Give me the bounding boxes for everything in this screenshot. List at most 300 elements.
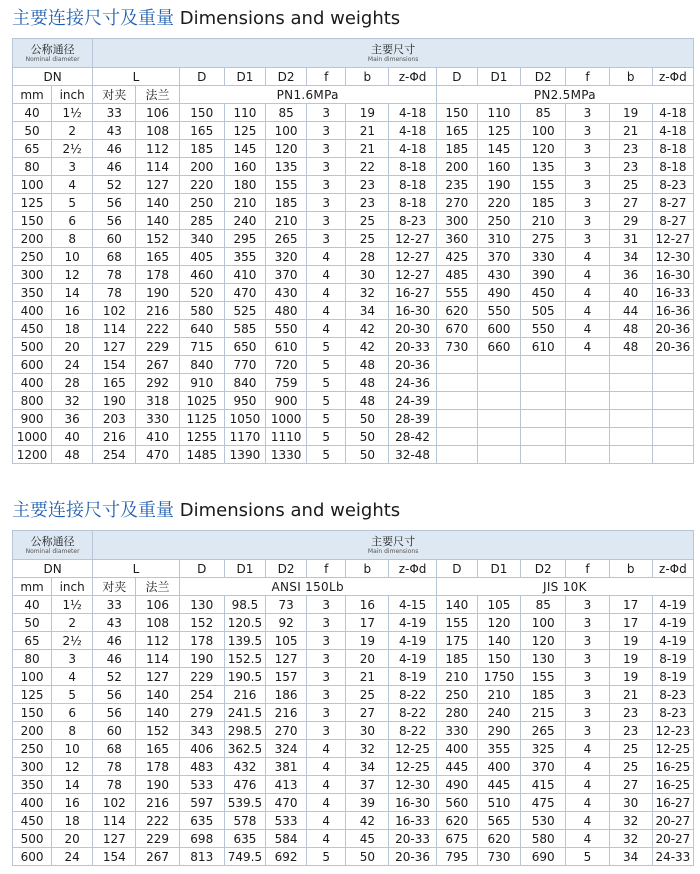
table-cell: 450 xyxy=(521,284,566,302)
table-cell: 20-36 xyxy=(652,320,693,338)
table-cell: 216 xyxy=(136,302,179,320)
table-row xyxy=(13,140,694,158)
table-cell: 120 xyxy=(266,140,307,158)
table-cell: 3 xyxy=(307,650,346,668)
table-row xyxy=(13,338,694,356)
table-cell: 4 xyxy=(307,740,346,758)
table-cell: 270 xyxy=(266,722,307,740)
table-cell: 210 xyxy=(266,212,307,230)
table-cell: 16 xyxy=(52,794,93,812)
table-cell: 200 xyxy=(436,158,477,176)
table-cell: 33 xyxy=(93,104,136,122)
table-cell xyxy=(652,356,693,374)
table-cell: 46 xyxy=(93,140,136,158)
table-row xyxy=(13,848,694,866)
col-header: D xyxy=(179,560,224,578)
table-cell: 27 xyxy=(609,194,652,212)
table-cell: 23 xyxy=(609,158,652,176)
table-cell xyxy=(566,446,609,464)
table-cell: 267 xyxy=(136,848,179,866)
table-cell: 1000 xyxy=(13,428,52,446)
table-cell: 60 xyxy=(93,230,136,248)
table-cell: 28-39 xyxy=(389,410,436,428)
table-cell: 445 xyxy=(477,776,520,794)
table-cell: 254 xyxy=(93,446,136,464)
table-cell: 78 xyxy=(93,758,136,776)
flange-header: 法兰 xyxy=(136,578,179,596)
table-cell xyxy=(566,392,609,410)
table-cell: 730 xyxy=(436,338,477,356)
table-cell: 100 xyxy=(13,176,52,194)
table-cell: 14 xyxy=(52,284,93,302)
table-cell: 106 xyxy=(136,104,179,122)
col-header: z-Φd xyxy=(652,68,693,86)
table-cell: 216 xyxy=(224,686,265,704)
table-cell: 139.5 xyxy=(224,632,265,650)
table-cell: 20-33 xyxy=(389,338,436,356)
table-cell: 800 xyxy=(13,392,52,410)
col-header: b xyxy=(609,68,652,86)
table-cell: 130 xyxy=(521,650,566,668)
table-body xyxy=(13,596,694,866)
table-cell: 325 xyxy=(521,740,566,758)
table-cell: 6 xyxy=(52,704,93,722)
table-cell: 3 xyxy=(307,176,346,194)
table-row xyxy=(13,596,694,614)
table-cell: 8-23 xyxy=(652,176,693,194)
table-cell: 4-18 xyxy=(389,122,436,140)
table-cell: 20-27 xyxy=(652,830,693,848)
table-cell: 44 xyxy=(609,302,652,320)
table-row xyxy=(13,284,694,302)
table-cell: 175 xyxy=(436,632,477,650)
table-cell: 110 xyxy=(477,104,520,122)
wafer-header: 对夹 xyxy=(93,578,136,596)
table-cell xyxy=(477,374,520,392)
table-cell: 620 xyxy=(436,302,477,320)
table-cell: 4-19 xyxy=(389,632,436,650)
table-cell: 102 xyxy=(93,302,136,320)
table-cell: 190 xyxy=(179,650,224,668)
table-cell: 3 xyxy=(307,596,346,614)
table-cell: 220 xyxy=(477,194,520,212)
table-cell: 130 xyxy=(179,596,224,614)
table-row xyxy=(13,776,694,794)
table-cell: 425 xyxy=(436,248,477,266)
table-row xyxy=(13,320,694,338)
table-cell: 340 xyxy=(179,230,224,248)
table-cell: 220 xyxy=(179,176,224,194)
table-cell: 24-33 xyxy=(652,848,693,866)
table-cell: 1125 xyxy=(179,410,224,428)
table-cell: 12 xyxy=(52,266,93,284)
table-cell: 21 xyxy=(346,668,389,686)
table-cell: 120 xyxy=(477,614,520,632)
table-cell: 28-42 xyxy=(389,428,436,446)
table-cell: 5 xyxy=(307,848,346,866)
table-cell: 635 xyxy=(224,830,265,848)
table-cell: 330 xyxy=(136,410,179,428)
table-cell: 24-39 xyxy=(389,392,436,410)
table-cell xyxy=(609,356,652,374)
table-row xyxy=(13,122,694,140)
table-cell: 46 xyxy=(93,158,136,176)
table-cell: 597 xyxy=(179,794,224,812)
table-cell: 32 xyxy=(346,284,389,302)
table-cell: 490 xyxy=(477,284,520,302)
table-row xyxy=(13,830,694,848)
table-cell: 635 xyxy=(179,812,224,830)
table-cell: 4 xyxy=(566,248,609,266)
table-cell: 3 xyxy=(52,158,93,176)
table-cell: 4 xyxy=(307,320,346,338)
table-cell: 413 xyxy=(266,776,307,794)
table-cell: 3 xyxy=(566,122,609,140)
table-cell: 92 xyxy=(266,614,307,632)
table-cell: 40 xyxy=(52,428,93,446)
table-cell: 4-19 xyxy=(652,596,693,614)
col-header: D2 xyxy=(266,68,307,86)
table-cell: 360 xyxy=(436,230,477,248)
table-cell: 180 xyxy=(224,176,265,194)
table-cell: 292 xyxy=(136,374,179,392)
table-cell: 415 xyxy=(521,776,566,794)
table-cell: 34 xyxy=(346,302,389,320)
table-cell: 330 xyxy=(521,248,566,266)
table-cell: 68 xyxy=(93,740,136,758)
table-cell: 105 xyxy=(477,596,520,614)
table-cell: 4 xyxy=(566,284,609,302)
table-cell xyxy=(521,374,566,392)
table-cell: 2½ xyxy=(52,140,93,158)
table-cell: 40 xyxy=(609,284,652,302)
table-cell: 120.5 xyxy=(224,614,265,632)
table-cell: 270 xyxy=(436,194,477,212)
table-cell: 3 xyxy=(307,212,346,230)
table-cell: 120 xyxy=(521,632,566,650)
table-body xyxy=(13,104,694,464)
table-cell: 3 xyxy=(566,632,609,650)
table-cell: 27 xyxy=(346,704,389,722)
table-row xyxy=(13,704,694,722)
table-cell: 1025 xyxy=(179,392,224,410)
table-cell: 1750 xyxy=(477,668,520,686)
table-cell: 12-27 xyxy=(389,230,436,248)
table-cell: 250 xyxy=(179,194,224,212)
table-cell: 4 xyxy=(307,302,346,320)
table-cell: 36 xyxy=(609,266,652,284)
table-cell: 280 xyxy=(436,704,477,722)
table-cell: 3 xyxy=(566,104,609,122)
table-cell xyxy=(477,446,520,464)
table-cell: 8-18 xyxy=(389,158,436,176)
table-cell: 23 xyxy=(609,722,652,740)
table-cell: 370 xyxy=(266,266,307,284)
table-cell: 32 xyxy=(52,392,93,410)
table-cell: 150 xyxy=(179,104,224,122)
table-cell: 108 xyxy=(136,614,179,632)
table-cell: 85 xyxy=(521,596,566,614)
table-cell: 241.5 xyxy=(224,704,265,722)
table-cell: 150 xyxy=(436,104,477,122)
table-cell: 45 xyxy=(346,830,389,848)
table-cell: 48 xyxy=(609,320,652,338)
dimensions-table xyxy=(12,38,694,464)
table-cell: 813 xyxy=(179,848,224,866)
table-cell: 16-30 xyxy=(652,266,693,284)
table-cell: 240 xyxy=(477,704,520,722)
table-cell: 1½ xyxy=(52,596,93,614)
table-cell: 350 xyxy=(13,776,52,794)
table-cell: 178 xyxy=(136,266,179,284)
table-cell: 470 xyxy=(136,446,179,464)
table-cell: 355 xyxy=(477,740,520,758)
table-cell: 254 xyxy=(179,686,224,704)
table-cell: 150 xyxy=(477,650,520,668)
table-cell: 5 xyxy=(307,338,346,356)
table-cell: 6 xyxy=(52,212,93,230)
table-cell: 8-19 xyxy=(389,668,436,686)
table-cell: 670 xyxy=(436,320,477,338)
table-cell: 114 xyxy=(136,650,179,668)
table-cell: 4 xyxy=(307,830,346,848)
table-cell: 510 xyxy=(477,794,520,812)
table-cell: 8 xyxy=(52,230,93,248)
table-cell: 16-30 xyxy=(389,794,436,812)
table-cell: 140 xyxy=(136,704,179,722)
table-cell: 405 xyxy=(179,248,224,266)
table-cell xyxy=(652,392,693,410)
table-cell: 8-22 xyxy=(389,686,436,704)
table-cell: 48 xyxy=(346,392,389,410)
table-cell: 450 xyxy=(13,320,52,338)
table-cell: 229 xyxy=(179,668,224,686)
table-cell: 120 xyxy=(521,140,566,158)
col-header: b xyxy=(609,560,652,578)
table-cell xyxy=(566,356,609,374)
table-cell: 34 xyxy=(346,758,389,776)
table-cell: 275 xyxy=(521,230,566,248)
table-cell xyxy=(477,356,520,374)
table-cell: 610 xyxy=(521,338,566,356)
table-cell: 3 xyxy=(566,686,609,704)
table-cell: 140 xyxy=(436,596,477,614)
table-cell: 620 xyxy=(477,830,520,848)
table-cell: 20-36 xyxy=(652,338,693,356)
table-cell: 18 xyxy=(52,320,93,338)
table-cell xyxy=(609,446,652,464)
table-cell: 200 xyxy=(13,230,52,248)
table-cell: 14 xyxy=(52,776,93,794)
table-cell: 370 xyxy=(477,248,520,266)
table-cell: 19 xyxy=(609,668,652,686)
table-cell: 4 xyxy=(52,176,93,194)
table-cell: 78 xyxy=(93,776,136,794)
mm-header: mm xyxy=(13,86,52,104)
table-cell xyxy=(652,446,693,464)
title-cn: 主要连接尺寸及重量 xyxy=(12,500,174,521)
title-en: Dimensions and weights xyxy=(179,8,401,29)
table-cell: 56 xyxy=(93,194,136,212)
table-cell: 127 xyxy=(266,650,307,668)
table-cell: 5 xyxy=(52,686,93,704)
table-cell: 135 xyxy=(266,158,307,176)
table-cell: 68 xyxy=(93,248,136,266)
table-cell: 3 xyxy=(566,194,609,212)
table-cell: 235 xyxy=(436,176,477,194)
table-cell: 17 xyxy=(346,614,389,632)
table-cell: 460 xyxy=(179,266,224,284)
col-header: f xyxy=(307,68,346,86)
table-cell: 16-36 xyxy=(652,302,693,320)
table-cell: 8-19 xyxy=(652,668,693,686)
table-cell: 112 xyxy=(136,140,179,158)
l-header: L xyxy=(93,68,179,86)
standard-left-header: ANSI 150Lb xyxy=(179,578,436,596)
table-cell: 216 xyxy=(136,794,179,812)
table-cell: 27 xyxy=(609,776,652,794)
table-cell: 318 xyxy=(136,392,179,410)
table-cell: 1330 xyxy=(266,446,307,464)
table-cell: 1050 xyxy=(224,410,265,428)
table-cell: 470 xyxy=(266,794,307,812)
table-cell: 470 xyxy=(224,284,265,302)
table-cell: 840 xyxy=(224,374,265,392)
table-cell: 25 xyxy=(346,212,389,230)
table-cell: 4-18 xyxy=(389,140,436,158)
table-cell xyxy=(436,428,477,446)
table-cell: 310 xyxy=(477,230,520,248)
col-header: b xyxy=(346,560,389,578)
dn-header: DN xyxy=(13,560,93,578)
table-cell xyxy=(521,428,566,446)
table-cell: 300 xyxy=(436,212,477,230)
table-cell: 152 xyxy=(179,614,224,632)
table-cell: 3 xyxy=(566,596,609,614)
table-cell: 42 xyxy=(346,338,389,356)
table-cell: 267 xyxy=(136,356,179,374)
section-title xyxy=(12,496,400,522)
table-row xyxy=(13,212,694,230)
table-cell: 1170 xyxy=(224,428,265,446)
table-cell: 185 xyxy=(266,194,307,212)
table-cell: 4 xyxy=(307,266,346,284)
table-cell: 229 xyxy=(136,830,179,848)
table-row xyxy=(13,194,694,212)
table-cell: 445 xyxy=(436,758,477,776)
table-cell: 20-27 xyxy=(652,812,693,830)
table-cell: 150 xyxy=(13,704,52,722)
table-cell: 25 xyxy=(346,230,389,248)
table-cell: 1255 xyxy=(179,428,224,446)
table-cell xyxy=(436,392,477,410)
table-cell: 4 xyxy=(566,740,609,758)
table-cell: 216 xyxy=(266,704,307,722)
table-cell: 5 xyxy=(307,428,346,446)
table-cell: 16 xyxy=(52,302,93,320)
table-cell: 56 xyxy=(93,704,136,722)
table-cell: 32 xyxy=(609,830,652,848)
table-cell: 52 xyxy=(93,668,136,686)
table-cell: 432 xyxy=(224,758,265,776)
table-cell: 186 xyxy=(266,686,307,704)
col-header: z-Φd xyxy=(389,560,436,578)
table-cell: 900 xyxy=(13,410,52,428)
table-cell: 450 xyxy=(13,812,52,830)
table-cell: 2½ xyxy=(52,632,93,650)
table-cell: 100 xyxy=(266,122,307,140)
table-cell: 600 xyxy=(477,320,520,338)
table-cell: 200 xyxy=(13,722,52,740)
table-cell: 21 xyxy=(346,122,389,140)
table-cell: 190 xyxy=(93,392,136,410)
table-cell: 410 xyxy=(224,266,265,284)
table-cell: 759 xyxy=(266,374,307,392)
table-row xyxy=(13,446,694,464)
table-cell: 222 xyxy=(136,812,179,830)
table-cell: 698 xyxy=(179,830,224,848)
table-cell: 1000 xyxy=(266,410,307,428)
table-cell: 8-18 xyxy=(652,158,693,176)
table-cell: 4 xyxy=(566,776,609,794)
table-cell: 125 xyxy=(224,122,265,140)
table-cell: 950 xyxy=(224,392,265,410)
table-cell: 210 xyxy=(521,212,566,230)
table-cell: 3 xyxy=(566,650,609,668)
dimensions-table xyxy=(12,530,694,866)
inch-header: inch xyxy=(52,578,93,596)
table-cell: 500 xyxy=(13,830,52,848)
table-cell: 16-27 xyxy=(652,794,693,812)
table-cell: 4-19 xyxy=(389,614,436,632)
table-cell: 106 xyxy=(136,596,179,614)
col-header: D xyxy=(179,68,224,86)
table-cell: 640 xyxy=(179,320,224,338)
table-cell: 550 xyxy=(521,320,566,338)
table-cell: 12-27 xyxy=(389,248,436,266)
table-cell: 565 xyxy=(477,812,520,830)
table-cell: 152.5 xyxy=(224,650,265,668)
table-cell: 25 xyxy=(609,740,652,758)
table-cell: 31 xyxy=(609,230,652,248)
col-header: z-Φd xyxy=(389,68,436,86)
table-cell: 3 xyxy=(566,614,609,632)
table-cell: 10 xyxy=(52,248,93,266)
table-cell: 3 xyxy=(566,704,609,722)
table-cell: 295 xyxy=(224,230,265,248)
table-cell: 265 xyxy=(521,722,566,740)
table-cell: 178 xyxy=(136,758,179,776)
table-cell: 190 xyxy=(136,284,179,302)
table-cell: 85 xyxy=(521,104,566,122)
table-cell: 4 xyxy=(307,758,346,776)
table-cell: 650 xyxy=(224,338,265,356)
table-cell: 12-30 xyxy=(389,776,436,794)
table-cell: 3 xyxy=(566,158,609,176)
col-header: D xyxy=(436,68,477,86)
table-cell: 3 xyxy=(307,614,346,632)
table-cell: 770 xyxy=(224,356,265,374)
table-cell: 749.5 xyxy=(224,848,265,866)
table-cell: 675 xyxy=(436,830,477,848)
table-cell: 4 xyxy=(307,794,346,812)
table-cell: 8-23 xyxy=(389,212,436,230)
table-cell: 185 xyxy=(521,686,566,704)
table-cell xyxy=(436,374,477,392)
table-cell: 56 xyxy=(93,686,136,704)
table-cell: 21 xyxy=(346,140,389,158)
table-cell: 285 xyxy=(179,212,224,230)
